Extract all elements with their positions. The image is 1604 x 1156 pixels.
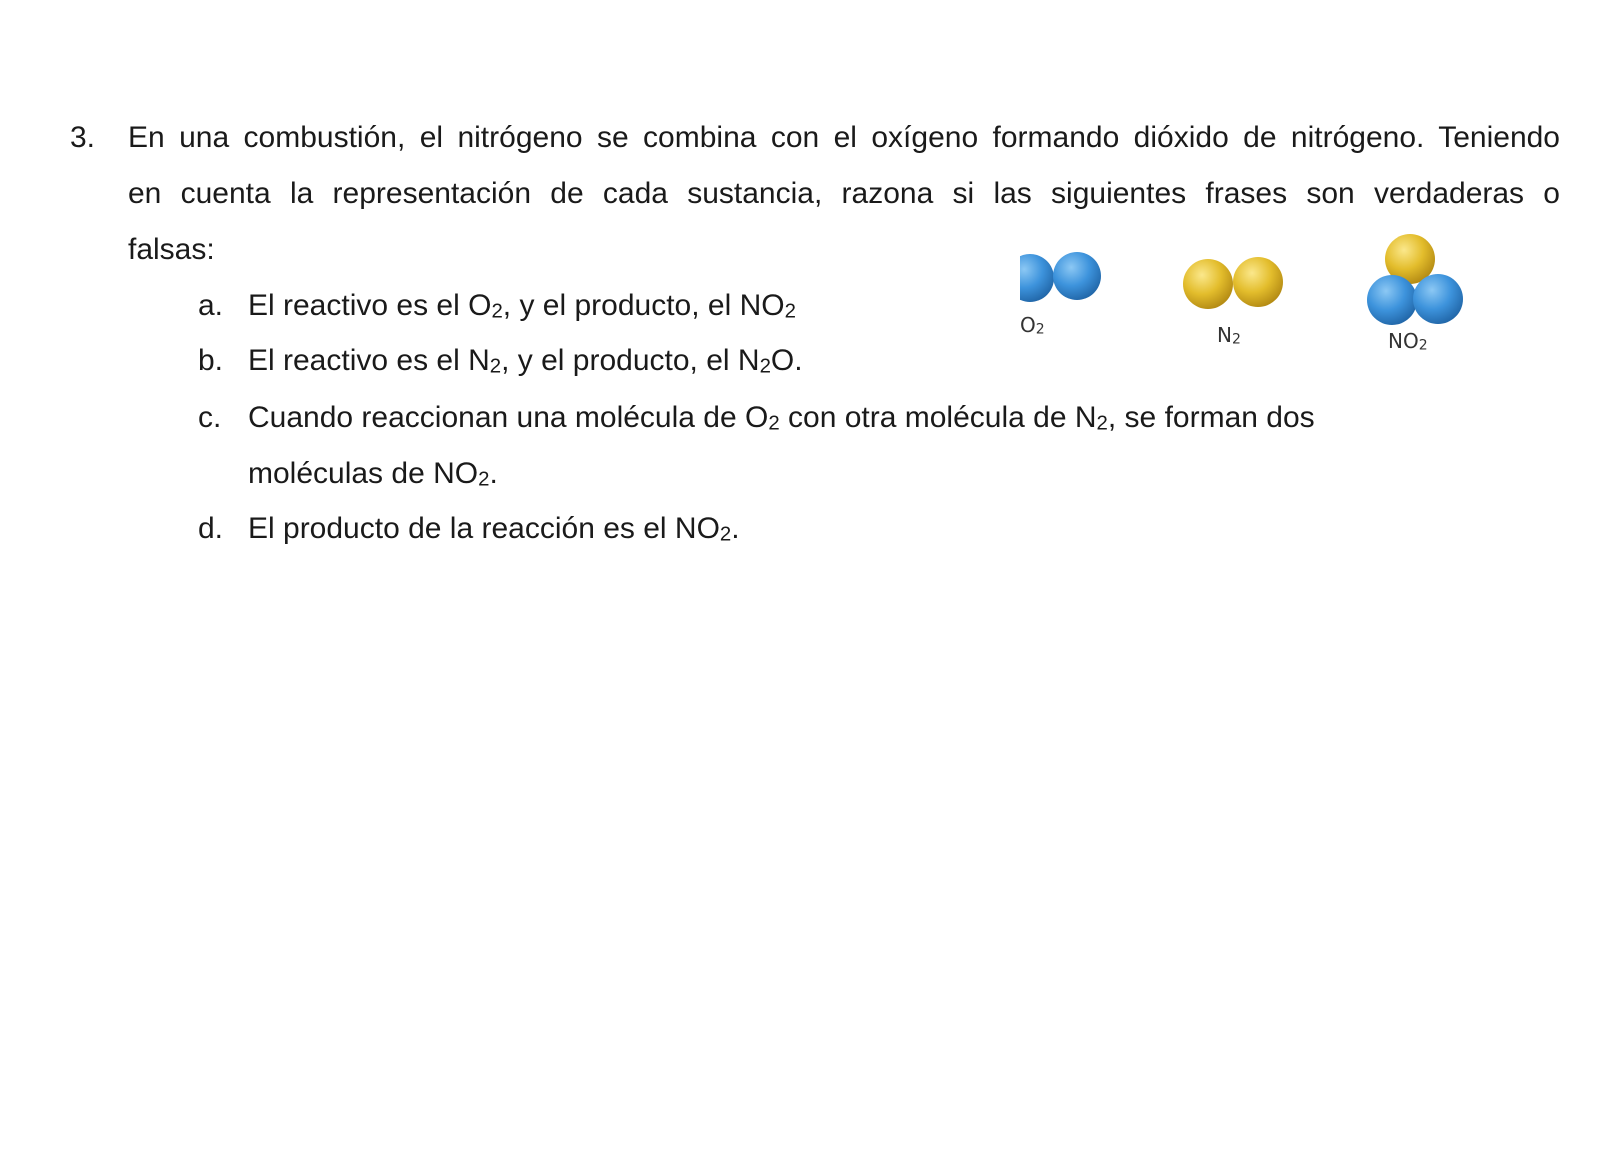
oxygen-atom [1367, 275, 1417, 325]
no2-label: NO2 [1388, 329, 1428, 354]
no2-molecule [1367, 234, 1463, 325]
option-letter: a. [198, 289, 224, 322]
nitrogen-atom [1183, 259, 1233, 309]
question-text: En una combustión, el nitrógeno se combina con el oxígeno formando dióxido de nitrógeno. Teniendo en cuenta la representación de cada sustancia, razona si las siguientes frases son verdaderas o falsas: [128, 121, 1560, 266]
oxygen-atom [1413, 274, 1463, 324]
molecule-diagram [1020, 225, 1540, 375]
oxygen-atom [1053, 252, 1101, 300]
option-letter: b. [198, 344, 224, 377]
nitrogen-atom [1233, 257, 1283, 307]
option-a: a. El reactivo es el O2, y el producto, el NO2 [198, 286, 796, 331]
option-b: b. El reactivo es el N2, y el producto, el N2O. [198, 341, 803, 386]
option-c-continued: moléculas de NO2. [248, 457, 498, 491]
o2-label: O2 [1020, 313, 1045, 338]
n2-molecule [1183, 257, 1283, 309]
option-letter: d. [198, 512, 224, 545]
o2-molecule [1020, 252, 1101, 302]
oxygen-atom [1020, 254, 1054, 302]
molecule-figure [1020, 225, 1540, 375]
question-number: 3. [70, 121, 96, 154]
option-c: c. Cuando reaccionan una molécula de O2 con otra molécula de N2, se forman dos [198, 398, 1315, 443]
n2-label: N2 [1217, 323, 1241, 348]
option-letter: c. [198, 401, 222, 434]
option-d: d. El producto de la reacción es el NO2. [198, 509, 740, 554]
